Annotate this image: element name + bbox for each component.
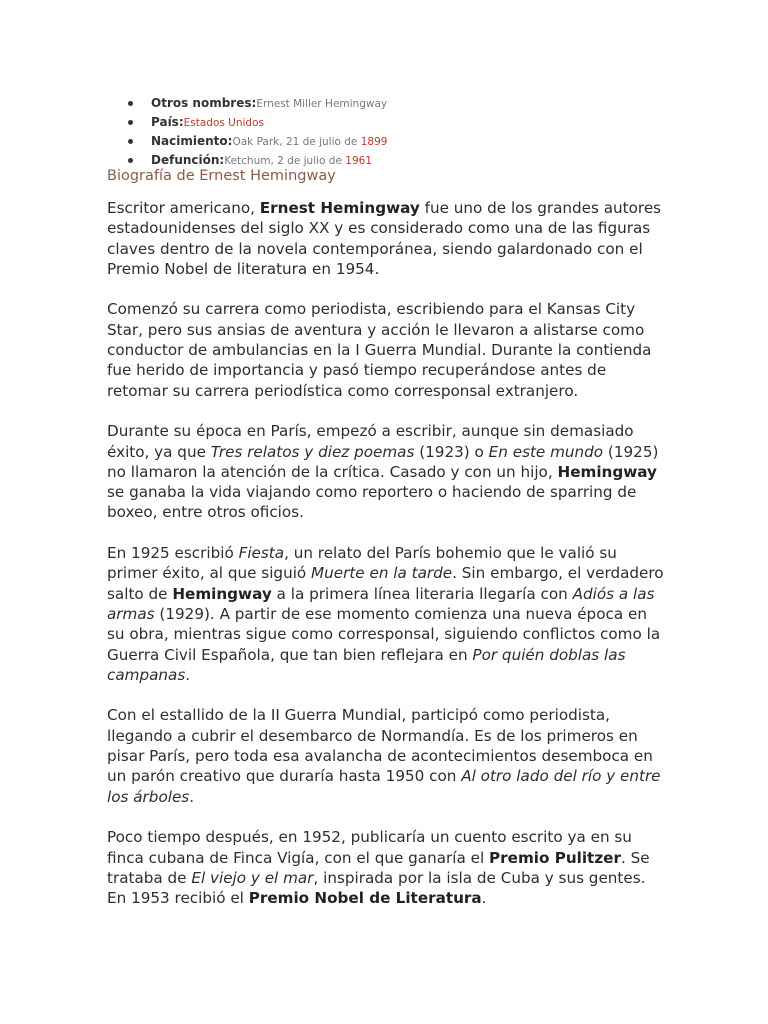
info-value: Ernest Miller Hemingway: [256, 98, 388, 110]
book-title: El viejo y el mar: [191, 868, 314, 887]
book-title: Al otro lado del río y entre los árboles: [107, 767, 661, 806]
bold-text: Ernest Hemingway: [259, 199, 420, 217]
bullet-icon: [128, 158, 133, 163]
text-run: . Sin embargo, el verdadero salto de: [107, 564, 664, 603]
text-run: (1923) o: [414, 442, 489, 461]
text-run: (1925) no llamaron la atención de la crítica. Casado y con un hijo,: [107, 442, 659, 481]
info-key: País:: [151, 115, 184, 129]
book-title: Tres relatos y diez poemas: [210, 442, 415, 461]
paragraph: [107, 543, 667, 685]
text-run: a la primera línea literaria llegaría con: [271, 584, 573, 603]
info-value-link[interactable]: Estados Unidos: [183, 117, 264, 129]
info-key: Defunción:: [151, 153, 225, 167]
text-run: . Se trataba de: [107, 848, 650, 887]
info-year-link[interactable]: 1899: [360, 136, 388, 148]
book-title: Adiós a las armas: [107, 584, 655, 623]
info-value: Ketchum, 2 de julio de: [224, 155, 346, 167]
paragraph: [107, 198, 667, 279]
text-run: .: [185, 665, 191, 684]
paragraph: [107, 299, 667, 400]
paragraph: [107, 827, 667, 908]
text-run: .: [189, 787, 195, 806]
text-run: (1929). A partir de ese momento comienza una nueva época en su obra, mientras sigue como corresponsal, siguiendo conflictos como la Guerra Civil Española, que tan bien reflejara en: [107, 604, 661, 664]
info-year-link[interactable]: 1961: [345, 155, 372, 167]
paragraph: [107, 705, 667, 806]
book-title: Fiesta: [238, 544, 285, 563]
bullet-icon: [128, 120, 133, 125]
biography-body: [107, 198, 667, 929]
bio-heading: Biografía de Ernest Hemingway: [107, 168, 336, 184]
text-run: Con el estallido de la II Guerra Mundial, participó como periodista, llegando a cubrir el desembarco de Normandía. Es de los primeros en pisar París, pero toda esa avalancha de acontecimientos desemboca en un parón creativo que duraría hasta 1950 con: [107, 706, 653, 786]
text-run: fue uno de los grandes autores estadounidenses del siglo XX y es considerado como una de las figuras claves dentro de la novela contemporánea, siendo galardonado con el Premio Nobel de literatura en 1954.: [107, 199, 662, 278]
book-title: Por quién doblas las campanas: [107, 645, 626, 684]
bold-text: Premio Pulitzer: [489, 848, 621, 867]
bullet-icon: [128, 139, 133, 144]
text-run: Comenzó su carrera como periodista, escribiendo para el Kansas City Star, pero sus ansias de aventura y acción le llevaron a alistarse como conductor de ambulancias en la I Guerra Mundial. Durante la contienda fue herido de importancia y pasó tiempo recuperándose antes de retomar su carrera periodística como corresponsal extranjero.: [107, 300, 652, 400]
text-run: , un relato del París bohemio que le valió su primer éxito, al que siguió: [107, 544, 617, 583]
bold-text: Hemingway: [172, 584, 272, 603]
text-run: En 1925 escribió: [107, 544, 239, 563]
info-key: Nacimiento:: [151, 134, 233, 148]
text-run: , inspirada por la isla de Cuba y sus gentes. En 1953 recibió el: [107, 868, 646, 908]
text-run: se ganaba la vida viajando como reportero o haciendo de sparring de boxeo, entre otros oficios.: [107, 483, 637, 522]
text-run: Poco tiempo después, en 1952, publicaría un cuento escrito ya en su finca cubana de Finca Vigía, con el que ganaría el: [107, 828, 632, 867]
text-run: Durante su época en París, empezó a escribir, aunque sin demasiado éxito, ya que: [107, 422, 634, 461]
book-title: Muerte en la tarde: [311, 564, 453, 583]
info-key: Otros nombres:: [151, 96, 257, 110]
text-run: Escritor americano,: [107, 199, 260, 217]
book-title: En este mundo: [488, 442, 604, 461]
bullet-icon: [128, 101, 133, 106]
bold-text: Hemingway: [557, 462, 657, 481]
paragraph: [107, 421, 667, 522]
bold-text: Premio Nobel de Literatura: [248, 889, 482, 908]
info-value: Oak Park, 21 de julio de: [232, 136, 361, 148]
text-run: .: [481, 889, 487, 908]
